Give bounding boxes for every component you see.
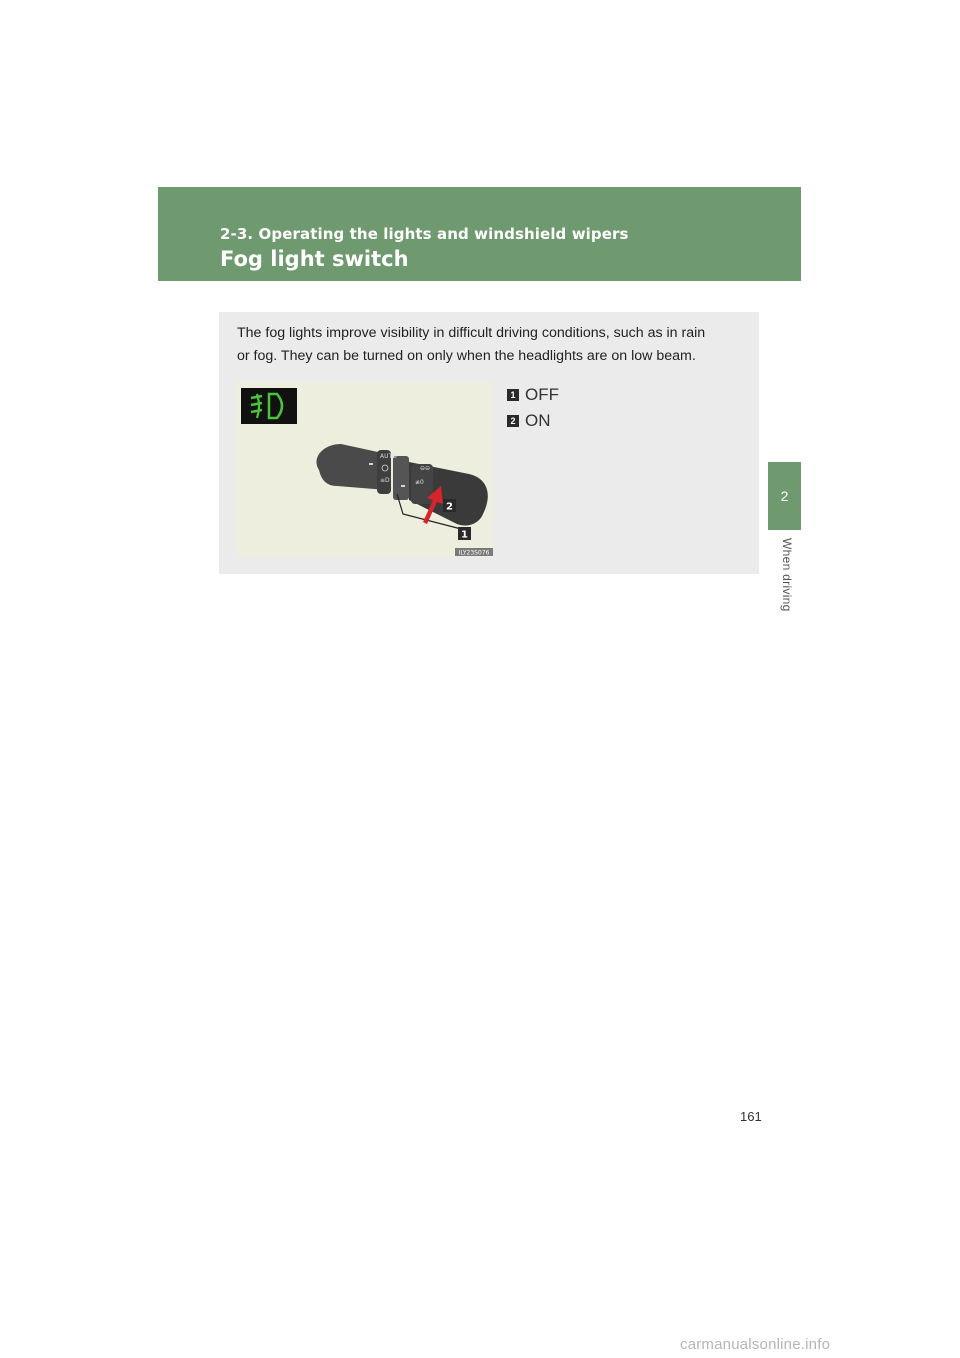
section-label: 2-3. Operating the lights and windshield wipers <box>220 225 629 243</box>
content-panel <box>219 312 759 574</box>
section-header <box>158 187 801 281</box>
turn-signal-stalk <box>316 444 487 526</box>
image-code: ILY23S076 <box>458 549 490 557</box>
callout-2-label: 2 <box>446 501 453 513</box>
intro-line-2: or fog. They can be turned on only when the headlights are on low beam. <box>237 348 696 364</box>
intro-text <box>237 322 747 368</box>
svg-text:⊖⊖: ⊖⊖ <box>420 465 431 472</box>
page-title: Fog light switch <box>220 247 409 271</box>
chapter-label: When driving <box>780 538 794 612</box>
legend-item-off <box>507 382 559 408</box>
chapter-tab[interactable] <box>768 462 801 530</box>
callout-1-label: 1 <box>461 529 468 541</box>
svg-text:≢0: ≢0 <box>415 479 424 486</box>
legend-label-on: ON <box>525 411 551 430</box>
legend-num-2: 2 <box>507 415 519 427</box>
legend-num-1: 1 <box>507 389 519 401</box>
watermark: carmanualsonline.info <box>680 1336 831 1353</box>
svg-text:AUTO: AUTO <box>380 453 397 460</box>
fog-light-indicator-icon <box>241 388 297 424</box>
page-number: 161 <box>740 1109 762 1124</box>
switch-position-legend <box>507 382 559 434</box>
legend-item-on <box>507 408 559 434</box>
intro-line-1: The fog lights improve visibility in difficult driving conditions, such as in rain <box>237 325 706 341</box>
chapter-number: 2 <box>780 488 789 504</box>
svg-text:≡D: ≡D <box>380 477 390 484</box>
switch-drawing <box>237 382 493 557</box>
legend-label-off: OFF <box>525 385 559 404</box>
fog-light-switch-illustration <box>237 382 493 557</box>
